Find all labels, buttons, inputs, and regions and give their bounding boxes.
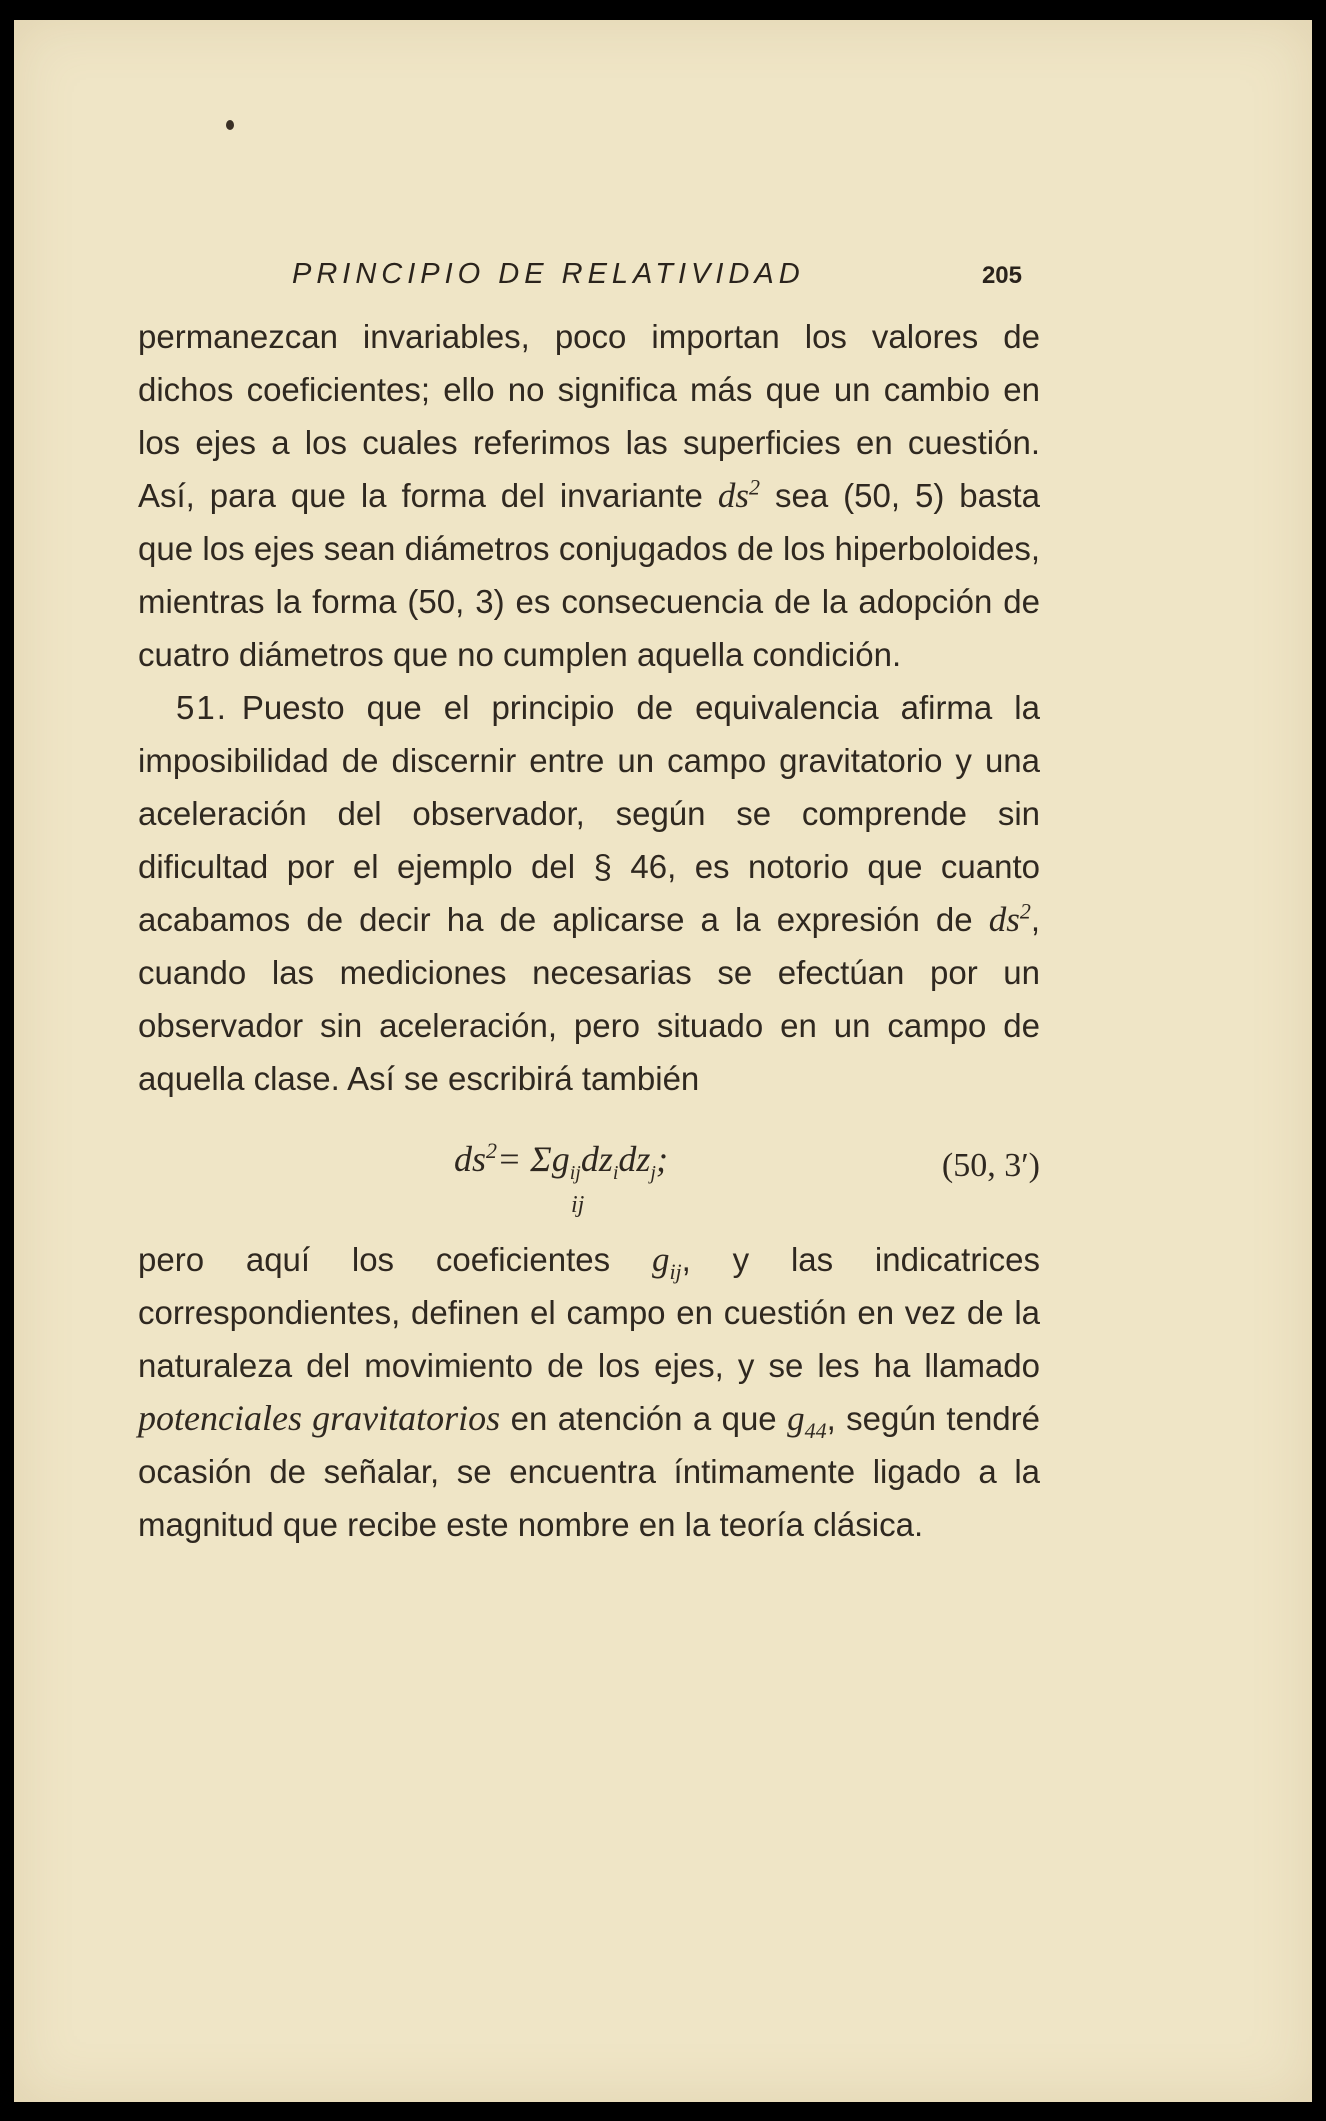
math-gij-sub: ij (669, 1259, 682, 1284)
paragraph-2-text-a: Puesto que el principio de equivalencia afirma la imposibilidad de discernir entre un campo gravitatorio y una aceleración del observador, según se comprende sin dificultad por el ejemplo del § 46, es notorio que cuanto acabamos de decir ha de aplicarse a la expresión de (138, 689, 1040, 938)
paragraph-2-text-b: , cuando las mediciones necesarias se efectúan por un observador sin aceleración, pero situado en un campo de aquella clase. Así se escribirá también (138, 901, 1040, 1097)
math-ds-2-exponent: 2 (1019, 898, 1031, 924)
math-ds-2-base: ds (988, 900, 1020, 939)
paragraph-3-text-d: , según tendré ocasión de señalar, se encuentra íntimamente ligado a la magnitud que recibe este nombre en la teoría clásica. (138, 1400, 1040, 1543)
math-gij-base: g (651, 1240, 670, 1279)
eq-rhs-sub: ij (569, 1162, 581, 1185)
math-ds-2 (989, 900, 1031, 939)
paragraph-1-text-b: sea (50, 5) basta que los ejes sean diámetros conjugados de los hiperboloides, mientras la forma (50, 3) es consecuencia de la adopción de cuatro diámetros que no cumplen aquella condición. (138, 477, 1040, 673)
math-g44-sub: 44 (804, 1418, 827, 1443)
page-number: 205 (981, 262, 1022, 289)
eq-sum (497, 1133, 585, 1218)
equation-50-3-prime (138, 1117, 1040, 1229)
eq-rhs-sub3: j (650, 1162, 656, 1185)
eq-rhs-rest: dz (580, 1139, 613, 1179)
paragraph-3-text-a: pero aquí los coeficientes (138, 1241, 652, 1278)
equation-number: (50, 3′) (941, 1147, 1040, 1184)
math-gij (651, 1240, 682, 1284)
math-ds (718, 476, 760, 515)
paragraph-1-text-a: permanezcan invariables, poco importan los valores de dichos coeficientes; ello no significa más que un cambio en los ejes a los cuales referimos las superficies en cuestión. Así, para que la forma del invariante (138, 318, 1040, 514)
eq-lhs-exponent: 2 (486, 1138, 498, 1163)
paragraph-3-text-c: en atención a que (500, 1400, 788, 1437)
math-g44 (787, 1399, 827, 1443)
paragraph-3-text-b: , y las indicatrices correspondientes, definen el campo en cuestión en vez de la naturaleza del movimiento de los ejes, y se les ha llamado (138, 1241, 1040, 1384)
body-text (138, 310, 1040, 1551)
ink-speck (226, 120, 234, 130)
eq-sum-index: ij (571, 1192, 585, 1218)
section-number: 51. (176, 689, 228, 726)
math-ds-base: ds (717, 476, 749, 515)
eq-rhs-end: ; (655, 1139, 668, 1179)
equation-body (454, 1133, 668, 1218)
eq-rhs: = Σg (497, 1139, 570, 1179)
math-g44-base: g (787, 1399, 805, 1438)
eq-rhs-rest2: dz (618, 1139, 651, 1179)
paragraph-2 (138, 681, 1040, 1105)
eq-rhs-sub2: i (612, 1162, 619, 1185)
paragraph-3 (138, 1233, 1040, 1551)
math-ds-exponent: 2 (749, 474, 760, 500)
running-head: PRINCIPIO DE RELATIVIDAD (292, 258, 805, 290)
paragraph-1 (138, 310, 1040, 681)
eq-lhs: ds (454, 1139, 487, 1179)
italic-term: potenciales gravitatorios (138, 1398, 501, 1438)
